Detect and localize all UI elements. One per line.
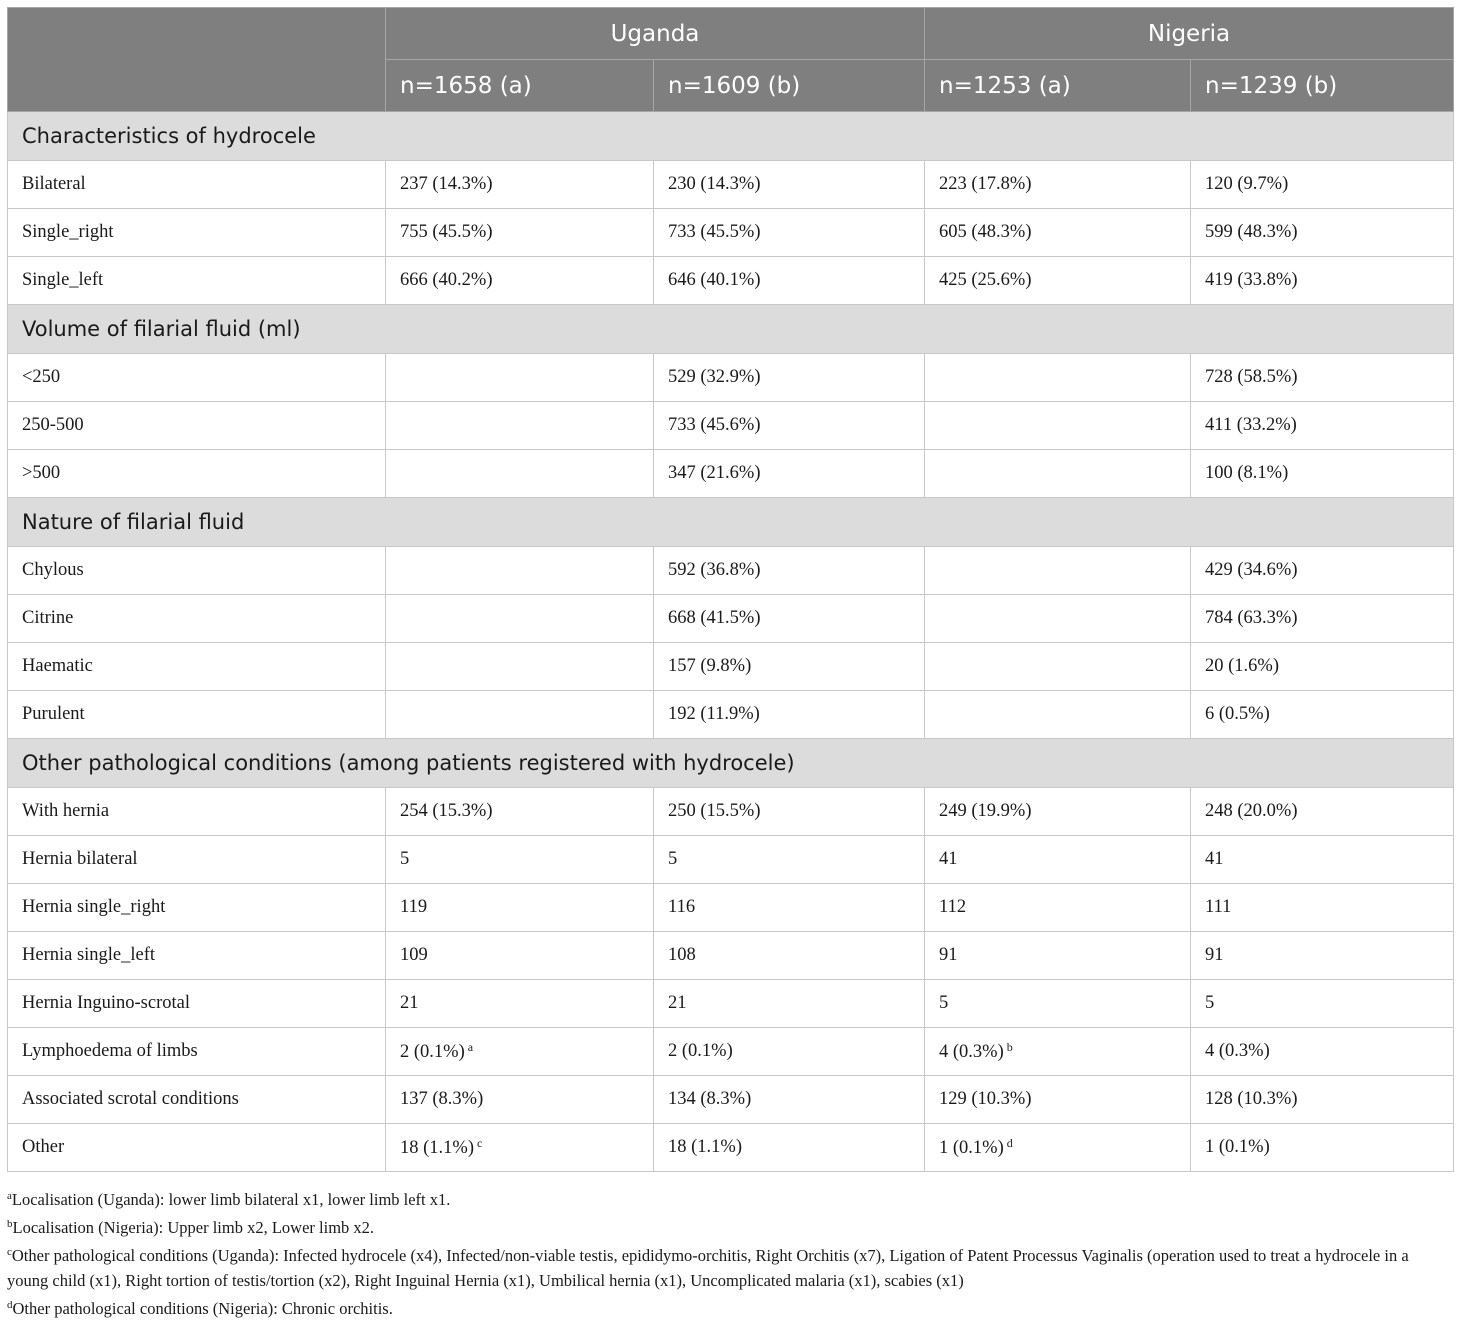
cell-value: 592 (36.8%) <box>668 560 761 580</box>
table-cell <box>654 691 925 739</box>
table-cell <box>925 1076 1191 1124</box>
row-label: Hernia single_right <box>8 884 386 932</box>
cell-value: 111 <box>1205 897 1232 917</box>
table-row <box>8 257 1454 305</box>
table-cell <box>1191 354 1454 402</box>
table-cell <box>654 450 925 498</box>
cell-value: 419 (33.8%) <box>1205 270 1298 290</box>
table-row <box>8 1028 1454 1076</box>
section-title: Other pathological conditions (among patients registered with hydrocele) <box>8 739 1454 788</box>
cell-value: 5 <box>1205 993 1215 1013</box>
row-label: <250 <box>8 354 386 402</box>
row-label: 250-500 <box>8 402 386 450</box>
table-cell <box>925 547 1191 595</box>
cell-value: 529 (32.9%) <box>668 367 761 387</box>
cell-value: 1 (0.1%) <box>939 1138 1004 1158</box>
cell-value: 129 (10.3%) <box>939 1089 1032 1109</box>
header-row-countries <box>8 8 1454 60</box>
table-row <box>8 788 1454 836</box>
table-cell <box>1191 884 1454 932</box>
section-header-row <box>8 305 1454 354</box>
table-cell <box>654 547 925 595</box>
cell-value: 2 (0.1%) <box>400 1042 465 1062</box>
cell-value: 425 (25.6%) <box>939 270 1032 290</box>
section-header-row <box>8 739 1454 788</box>
cell-value: 668 (41.5%) <box>668 608 761 628</box>
cell-value: 733 (45.6%) <box>668 415 761 435</box>
row-label: Citrine <box>8 595 386 643</box>
header-col-nigeria-a: n=1253 (a) <box>925 60 1191 112</box>
cell-value: 230 (14.3%) <box>668 174 761 194</box>
table-cell <box>386 595 654 643</box>
table-cell <box>925 691 1191 739</box>
footnote-marker: d <box>1006 1136 1013 1150</box>
footnote <box>7 1240 1453 1293</box>
footnote <box>7 1212 1453 1240</box>
cell-value: 223 (17.8%) <box>939 174 1032 194</box>
table-cell <box>1191 595 1454 643</box>
cell-value: 108 <box>668 945 696 965</box>
cell-value: 157 (9.8%) <box>668 656 752 676</box>
table-cell <box>1191 1124 1454 1172</box>
table-cell <box>1191 980 1454 1028</box>
table-cell <box>386 884 654 932</box>
section-title: Nature of filarial fluid <box>8 498 1454 547</box>
table-cell <box>925 836 1191 884</box>
cell-value: 248 (20.0%) <box>1205 801 1298 821</box>
table-cell <box>654 884 925 932</box>
cell-value: 250 (15.5%) <box>668 801 761 821</box>
table-row <box>8 836 1454 884</box>
data-table <box>7 7 1454 1172</box>
table-cell <box>925 161 1191 209</box>
table-cell <box>925 450 1191 498</box>
table-cell <box>386 547 654 595</box>
table-cell <box>386 209 654 257</box>
footnote-mark: d <box>7 1299 13 1311</box>
table-cell <box>386 980 654 1028</box>
row-label: Hernia single_left <box>8 932 386 980</box>
cell-value: 666 (40.2%) <box>400 270 493 290</box>
table-row <box>8 643 1454 691</box>
cell-value: 20 (1.6%) <box>1205 656 1279 676</box>
table-cell <box>386 1076 654 1124</box>
table-cell <box>654 257 925 305</box>
footnote-text: Localisation (Uganda): lower limb bilateral x1, lower limb left x1. <box>11 1190 451 1209</box>
table-cell <box>925 1124 1191 1172</box>
footnote-mark: a <box>7 1190 12 1202</box>
table-cell <box>654 1076 925 1124</box>
row-label: Associated scrotal conditions <box>8 1076 386 1124</box>
table-cell <box>654 980 925 1028</box>
cell-value: 128 (10.3%) <box>1205 1089 1298 1109</box>
footnote <box>7 1184 1453 1212</box>
data-table-container <box>7 7 1453 1172</box>
header-col-uganda-a: n=1658 (a) <box>386 60 654 112</box>
table-row <box>8 450 1454 498</box>
row-label: Single_left <box>8 257 386 305</box>
table-row <box>8 1124 1454 1172</box>
cell-value: 192 (11.9%) <box>668 704 760 724</box>
cell-value: 6 (0.5%) <box>1205 704 1270 724</box>
table-row <box>8 884 1454 932</box>
table-cell <box>1191 450 1454 498</box>
cell-value: 119 <box>400 897 428 917</box>
row-label: With hernia <box>8 788 386 836</box>
cell-value: 4 (0.3%) <box>1205 1041 1270 1061</box>
row-label: >500 <box>8 450 386 498</box>
table-row <box>8 402 1454 450</box>
footnote-marker: c <box>476 1136 483 1150</box>
table-cell <box>654 595 925 643</box>
cell-value: 429 (34.6%) <box>1205 560 1298 580</box>
table-cell <box>654 209 925 257</box>
table-cell <box>1191 788 1454 836</box>
table-row <box>8 354 1454 402</box>
table-row <box>8 547 1454 595</box>
table-cell <box>1191 643 1454 691</box>
table-cell <box>925 257 1191 305</box>
table-cell <box>386 932 654 980</box>
table-cell <box>654 354 925 402</box>
header-country-uganda: Uganda <box>386 8 925 60</box>
cell-value: 5 <box>400 849 410 869</box>
header-corner <box>8 8 386 112</box>
footnote-text: Other pathological conditions (Nigeria): Chronic orchitis. <box>12 1299 393 1318</box>
table-cell <box>925 1028 1191 1076</box>
cell-value: 249 (19.9%) <box>939 801 1032 821</box>
cell-value: 116 <box>668 897 696 917</box>
cell-value: 21 <box>400 993 419 1013</box>
table-cell <box>1191 932 1454 980</box>
table-row <box>8 209 1454 257</box>
row-label: Haematic <box>8 643 386 691</box>
cell-value: 784 (63.3%) <box>1205 608 1298 628</box>
table-cell <box>386 1028 654 1076</box>
table-cell <box>925 788 1191 836</box>
table-cell <box>925 402 1191 450</box>
table-cell <box>386 643 654 691</box>
table-cell <box>925 209 1191 257</box>
table-row <box>8 595 1454 643</box>
row-label: Other <box>8 1124 386 1172</box>
table-cell <box>654 643 925 691</box>
table-cell <box>1191 1028 1454 1076</box>
table-cell <box>925 643 1191 691</box>
table-cell <box>925 932 1191 980</box>
cell-value: 605 (48.3%) <box>939 222 1032 242</box>
cell-value: 137 (8.3%) <box>400 1089 484 1109</box>
cell-value: 5 <box>939 993 949 1013</box>
cell-value: 91 <box>1205 945 1224 965</box>
table-cell <box>1191 402 1454 450</box>
cell-value: 755 (45.5%) <box>400 222 493 242</box>
header-col-uganda-b: n=1609 (b) <box>654 60 925 112</box>
table-cell <box>386 788 654 836</box>
cell-value: 599 (48.3%) <box>1205 222 1298 242</box>
row-label: Hernia Inguino-scrotal <box>8 980 386 1028</box>
footnotes <box>7 1184 1453 1321</box>
table-cell <box>654 932 925 980</box>
table-cell <box>654 161 925 209</box>
cell-value: 100 (8.1%) <box>1205 463 1289 483</box>
table-cell <box>386 691 654 739</box>
cell-value: 728 (58.5%) <box>1205 367 1298 387</box>
cell-value: 120 (9.7%) <box>1205 174 1289 194</box>
footnote-mark: c <box>7 1246 12 1258</box>
table-cell <box>925 980 1191 1028</box>
row-label: Chylous <box>8 547 386 595</box>
row-label: Single_right <box>8 209 386 257</box>
table-cell <box>1191 691 1454 739</box>
table-cell <box>386 450 654 498</box>
table-cell <box>925 595 1191 643</box>
cell-value: 646 (40.1%) <box>668 270 761 290</box>
table-cell <box>654 1028 925 1076</box>
cell-value: 4 (0.3%) <box>939 1042 1004 1062</box>
cell-value: 254 (15.3%) <box>400 801 493 821</box>
footnote-marker: a <box>467 1040 474 1054</box>
table-cell <box>654 402 925 450</box>
table-cell <box>386 354 654 402</box>
table-cell <box>925 354 1191 402</box>
table-cell <box>386 1124 654 1172</box>
section-title: Volume of filarial fluid (ml) <box>8 305 1454 354</box>
footnote-text: Other pathological conditions (Uganda): Infected hydrocele (x4), Infected/non-viable testis, epididymo-orchitis, Right Orchitis (x7), Ligation of Patent Processus Vaginalis (operation used to treat a hydrocele in a young child (x1), Right tortion of testis/tortion (x2), Right Inguinal Hernia (x1), Umbilical hernia (x1), Uncomplicated malaria (x1), scabies (x1) <box>7 1246 1409 1290</box>
footnote-text: Localisation (Nigeria): Upper limb x2, Lower limb x2. <box>12 1218 375 1237</box>
cell-value: 18 (1.1%) <box>668 1137 742 1157</box>
table-cell <box>1191 161 1454 209</box>
table-cell <box>386 257 654 305</box>
row-label: Purulent <box>8 691 386 739</box>
table-cell <box>654 1124 925 1172</box>
cell-value: 18 (1.1%) <box>400 1138 474 1158</box>
section-header-row <box>8 498 1454 547</box>
cell-value: 237 (14.3%) <box>400 174 493 194</box>
table-cell <box>1191 836 1454 884</box>
footnote <box>7 1293 1453 1321</box>
cell-value: 91 <box>939 945 958 965</box>
footnote-mark: b <box>7 1218 13 1230</box>
table-row <box>8 691 1454 739</box>
table-row <box>8 1076 1454 1124</box>
table-cell <box>386 402 654 450</box>
table-row <box>8 980 1454 1028</box>
table-cell <box>654 836 925 884</box>
table-row <box>8 932 1454 980</box>
cell-value: 112 <box>939 897 967 917</box>
row-label: Hernia bilateral <box>8 836 386 884</box>
cell-value: 411 (33.2%) <box>1205 415 1297 435</box>
table-cell <box>1191 209 1454 257</box>
header-country-nigeria: Nigeria <box>925 8 1454 60</box>
table-cell <box>1191 1076 1454 1124</box>
cell-value: 109 <box>400 945 428 965</box>
row-label: Bilateral <box>8 161 386 209</box>
table-cell <box>1191 257 1454 305</box>
cell-value: 134 (8.3%) <box>668 1089 752 1109</box>
table-cell <box>925 884 1191 932</box>
row-label: Lymphoedema of limbs <box>8 1028 386 1076</box>
header-col-nigeria-b: n=1239 (b) <box>1191 60 1454 112</box>
table-body <box>8 112 1454 1172</box>
table-cell <box>386 161 654 209</box>
table-cell <box>1191 547 1454 595</box>
section-header-row <box>8 112 1454 161</box>
cell-value: 2 (0.1%) <box>668 1041 733 1061</box>
section-title: Characteristics of hydrocele <box>8 112 1454 161</box>
cell-value: 5 <box>668 849 678 869</box>
footnote-marker: b <box>1006 1040 1013 1054</box>
table-cell <box>654 788 925 836</box>
cell-value: 41 <box>1205 849 1224 869</box>
cell-value: 347 (21.6%) <box>668 463 761 483</box>
cell-value: 733 (45.5%) <box>668 222 761 242</box>
cell-value: 21 <box>668 993 687 1013</box>
table-cell <box>386 836 654 884</box>
cell-value: 41 <box>939 849 958 869</box>
cell-value: 1 (0.1%) <box>1205 1137 1270 1157</box>
table-row <box>8 161 1454 209</box>
